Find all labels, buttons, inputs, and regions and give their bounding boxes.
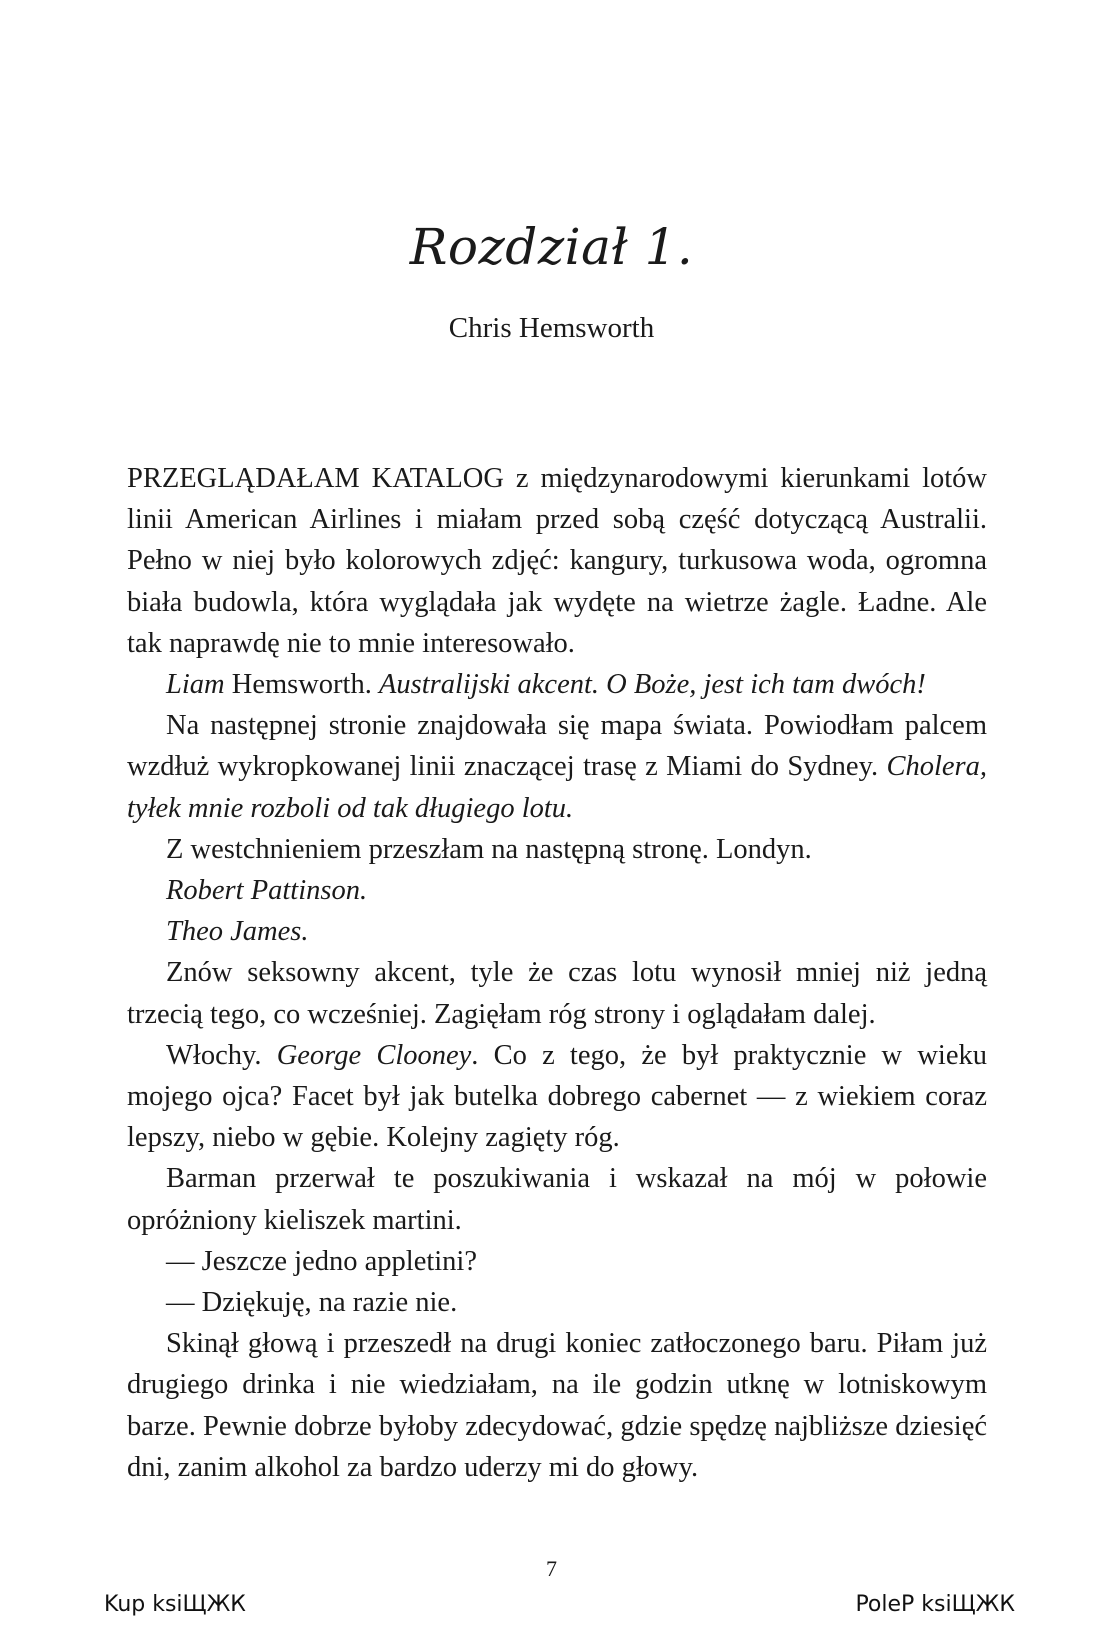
body-text [127, 458, 987, 1488]
recommend-book-link[interactable]: PoleР ksiЩЖК [855, 1592, 1015, 1617]
text-run: — Jeszcze jedno appletini? [166, 1245, 477, 1277]
body-paragraph [127, 829, 987, 870]
chapter-title: Rozdział 1. [409, 218, 694, 276]
body-paragraph [127, 1241, 987, 1282]
text-run: Na następnej stronie znajdowała się mapa świata. Powiodłam palcem wzdłuż wykropkowanej linii znaczącej trasę z Miami do Sydney. [127, 710, 987, 783]
text-run: Barman przerwał te poszukiwania i wskazał na mój w połowie opróżniony kieliszek martini. [127, 1163, 987, 1236]
body-paragraph [127, 705, 987, 829]
italic-text: Robert Pattinson. [166, 875, 368, 907]
body-paragraph [127, 1323, 987, 1488]
chapter-subtitle: Chris Hemsworth [448, 312, 655, 344]
italic-text: Cholera, tyłek mnie rozboli od tak długiego lotu. [127, 751, 987, 824]
body-paragraph [127, 870, 987, 911]
italic-text: George Clooney [276, 1039, 472, 1071]
text-run: Znów seksowny akcent, tyle że czas lotu wynosił mniej niż jedną trzecią tego, co wcześniej. Zagięłam róg strony i oglądałam dalej. [127, 957, 987, 1030]
body-paragraph [127, 911, 987, 952]
italic-text: Theo James. [166, 916, 309, 948]
buy-book-link[interactable]: Kup ksiЩЖК [104, 1592, 246, 1617]
text-run: . Co z tego, że był praktycznie w wieku mojego ojca? Facet był jak butelka dobrego cabernet — z wiekiem coraz lepszy, niebo w gębie. Kolejny zagięty róg. [127, 1039, 987, 1154]
body-paragraph [127, 1282, 987, 1323]
italic-text: Liam [166, 669, 225, 701]
text-run: Włochy. [166, 1039, 277, 1071]
body-paragraph [127, 458, 987, 664]
body-paragraph [127, 952, 987, 1034]
body-paragraph [127, 664, 987, 705]
text-run: Skinął głową i przeszedł na drugi koniec zatłoczonego baru. Piłam już drugiego drinka i nie wiedziałam, na ile godzin utknę w lotniskowym barze. Pewnie dobrze byłoby zdecydować, gdzie spędzę najbliższe dziesięć dni, zanim alkohol za bardzo uderzy mi do głowy. [127, 1328, 987, 1483]
page-number: 7 [546, 1556, 557, 1581]
text-run: PRZEGLĄDAŁAM KATALOG z międzynarodowymi kierunkami lotów linii American Airlines i miałam przed sobą część dotyczącą Australii. Pełno w niej było kolorowych zdjęć: kangury, turkusowa woda, ogromna biała budowla, która wyglądała jak wydęte na wietrze żagle. Ładne. Ale tak naprawdę nie to mnie interesowało. [127, 463, 987, 659]
italic-text: Australijski akcent. O Boże, jest ich tam dwóch! [378, 669, 926, 701]
body-paragraph [127, 1158, 987, 1240]
body-paragraph [127, 1035, 987, 1159]
text-run: Hemsworth. [224, 669, 379, 701]
text-run: Z westchnieniem przeszłam na następną stronę. Londyn. [166, 833, 812, 865]
text-run: — Dziękuję, na razie nie. [166, 1287, 458, 1319]
